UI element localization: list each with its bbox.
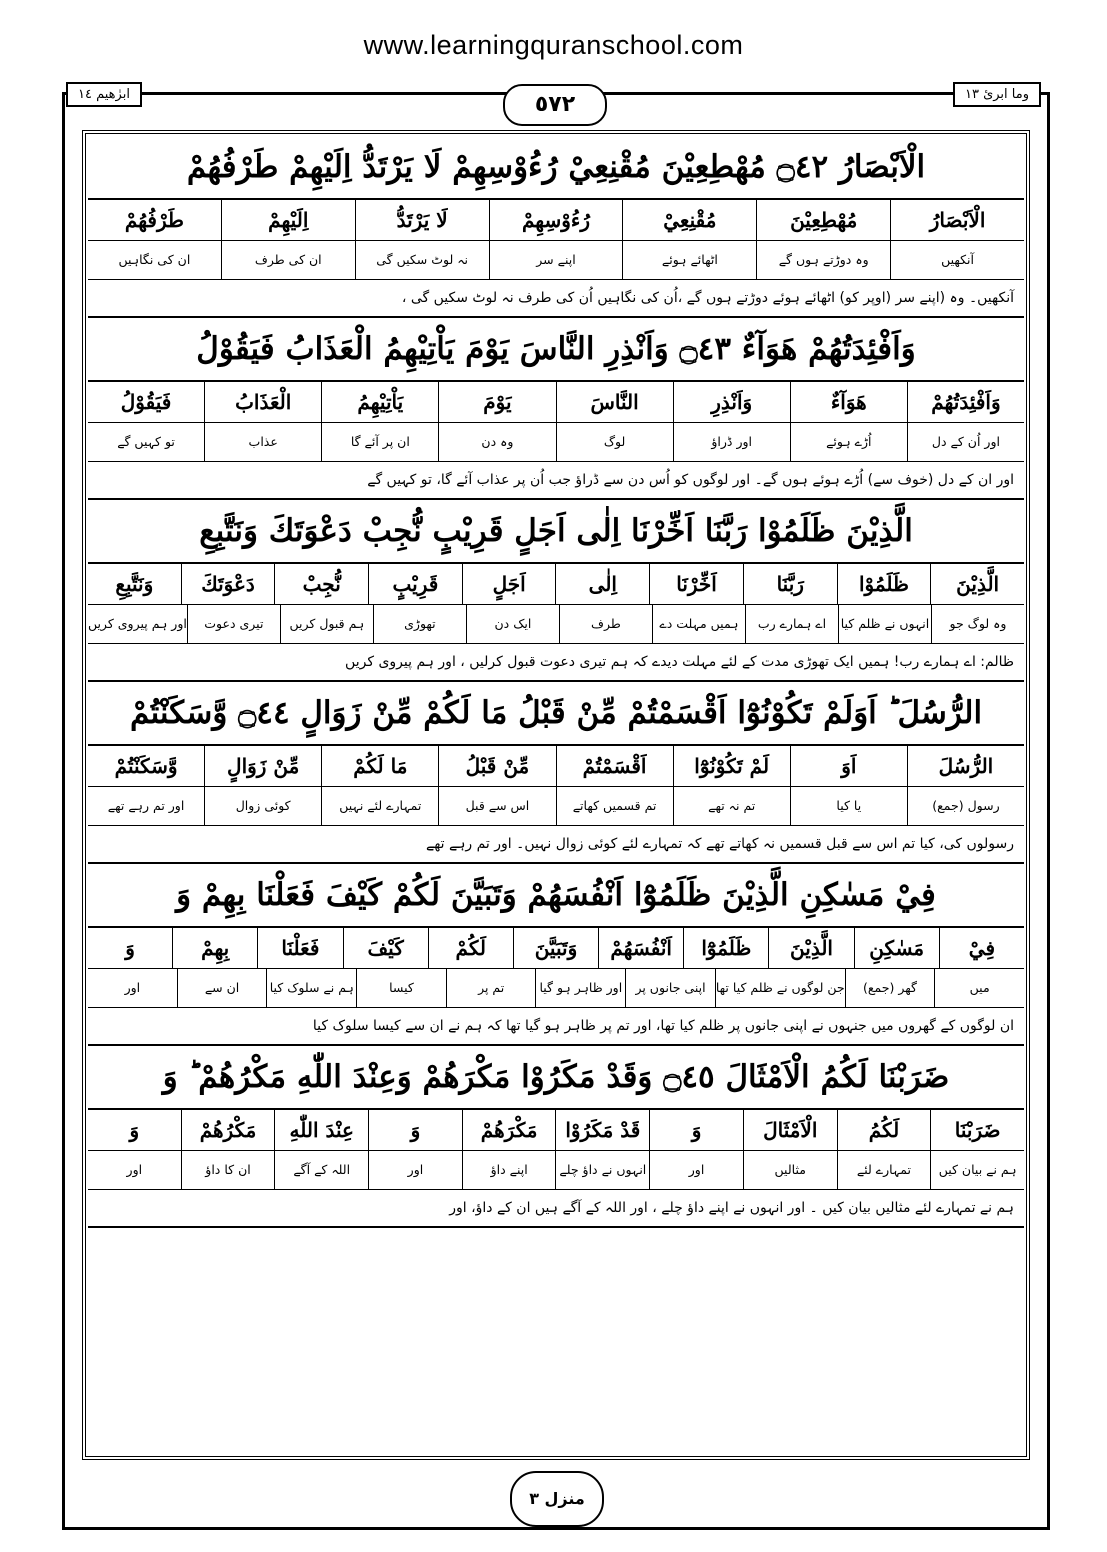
meaning-cell: تھوڑی [373, 605, 466, 643]
meaning-cell: آنکھیں [890, 241, 1024, 279]
meaning-cell: اور [126, 1162, 143, 1177]
meaning-cell: انہوں نے داؤ چلے [555, 1151, 649, 1189]
manzil-label: منزل ٣ [510, 1471, 604, 1527]
verse-line: ضَرَبْنَا لَكُمُ الْاَمْثَالَ ۝٤٥ وَقَدْ مَكَرُوْا مَكْرَهُمْ وَعِنْدَ اللّٰهِ مَكْرُهُمْ ؕ وَ [88, 1046, 1024, 1110]
word-cell: الْاَمْثَالَ [743, 1110, 837, 1150]
juz-label: وما ابرئ ١٣ [953, 82, 1041, 107]
word-cell: لَكُمُ [837, 1110, 931, 1150]
word-cell: بِهِمْ [172, 928, 257, 968]
meaning-cell: تمہارے لئے نہیں [321, 787, 438, 825]
meaning-row [88, 241, 1024, 280]
verse-line: الَّذِيْنَ ظَلَمُوْا رَبَّنَا اَخِّرْنَا اِلٰى اَجَلٍ قَرِيْبٍ نُّجِبْ دَعْوَتَكَ وَنَتَّبِعِ [88, 500, 1024, 564]
word-cell: طَرْفُهُمْ [124, 208, 184, 232]
word-cell: الرُّسُلَ [907, 746, 1024, 786]
meaning-cell: وہ لوگ جو [931, 605, 1024, 643]
word-cell: وَاَنْذِرِ [673, 382, 790, 422]
meaning-cell: وہ دوڑتے ہوں گے [756, 241, 890, 279]
meaning-cell: ان پر آئے گا [321, 423, 438, 461]
meaning-row [88, 787, 1024, 826]
meaning-cell: نہ لوٹ سکیں گی [355, 241, 489, 279]
word-cell: اَخِّرْنَا [649, 564, 743, 604]
meaning-cell: ان کی نگاہیں [118, 252, 191, 267]
word-cell: لَكُمْ [428, 928, 513, 968]
word-row [88, 746, 1024, 787]
meaning-cell: کوئی زوال [204, 787, 321, 825]
meaning-cell: میں [934, 969, 1024, 1007]
meaning-cell: تم پر [446, 969, 536, 1007]
word-cell: هَوَآءٌ [790, 382, 907, 422]
meaning-cell: اپنے سر [489, 241, 623, 279]
meaning-cell: تیری دعوت [187, 605, 280, 643]
word-cell: ظَلَمُوْٓا [683, 928, 768, 968]
verse-line: وَاَفْئِدَتُهُمْ هَوَآءٌ ۝٤٣ وَاَنْذِرِ النَّاسَ يَوْمَ يَاْتِيْهِمُ الْعَذَابُ فَيَقُوْلُ [88, 318, 1024, 382]
word-cell: اَجَلٍ [462, 564, 556, 604]
word-cell: ضَرَبْنَا [930, 1110, 1024, 1150]
meaning-cell: اور ہم پیروی کریں [87, 616, 187, 631]
meaning-cell: لوگ [556, 423, 673, 461]
word-cell: وَنَتَّبِعِ [115, 572, 154, 596]
word-cell: اَوَ [790, 746, 907, 786]
meaning-cell: ان کی طرف [221, 241, 355, 279]
meaning-cell: اور ظاہر ہو گیا [535, 969, 625, 1007]
meaning-cell: اُڑے ہوئے [790, 423, 907, 461]
word-cell: لَمْ تَكُوْنُوْٓا [673, 746, 790, 786]
meaning-cell: تمہارے لئے [837, 1151, 931, 1189]
surah-label: ابرٰهیم ١٤ [66, 82, 142, 107]
page-number: ٥٧٢ [503, 84, 607, 126]
word-cell: الْاَبْصَارُ [890, 200, 1024, 240]
word-cell: مِّنْ قَبْلُ [438, 746, 555, 786]
word-cell: الْعَذَابُ [204, 382, 321, 422]
meaning-cell: طرف [559, 605, 652, 643]
word-cell: قَدْ مَكَرُوْا [555, 1110, 649, 1150]
word-cell: اِلَيْهِمْ [221, 200, 355, 240]
meaning-cell: وہ دن [438, 423, 555, 461]
meaning-cell: ہم قبول کریں [280, 605, 373, 643]
translation-line: ہم نے تمہارے لئے مثالیں بیان کیں ۔ اور انہوں نے اپنے داؤ چلے ، اور اللہ کے آگے ہیں ان کے داؤ، اور [88, 1190, 1024, 1228]
meaning-cell: ہمیں مہلت دے [652, 605, 745, 643]
meaning-cell: اس سے قبل [438, 787, 555, 825]
word-cell: قَرِيْبٍ [368, 564, 462, 604]
word-cell: مَكْرَهُمْ [462, 1110, 556, 1150]
meaning-cell: اور [649, 1151, 743, 1189]
meaning-cell: اپنی جانوں پر [625, 969, 715, 1007]
meaning-cell: جن لوگوں نے ظلم کیا تھا [715, 969, 845, 1007]
word-row [88, 564, 1024, 605]
verse-line: الْاَبْصَارُ ۝٤٢ مُهْطِعِيْنَ مُقْنِعِيْ رُءُوْسِهِمْ لَا يَرْتَدُّ اِلَيْهِمْ طَرْفُهُمْ [88, 136, 1024, 200]
translation-line: ان لوگوں کے گھروں میں جنہوں نے اپنی جانوں پر ظلم کیا تھا، اور تم پر ظاہر ہو گیا تھا کہ ہم نے ان سے کیسا سلوک کیا [88, 1008, 1024, 1046]
meaning-cell: کیسا [356, 969, 446, 1007]
word-cell: النَّاسَ [556, 382, 673, 422]
meaning-cell: اٹھائے ہوئے [622, 241, 756, 279]
meaning-cell: تو کہیں گے [117, 434, 175, 449]
meaning-cell: اپنے داؤ [462, 1151, 556, 1189]
meaning-cell: تم نہ تھے [673, 787, 790, 825]
word-row [88, 200, 1024, 241]
meaning-cell: ان سے [177, 969, 267, 1007]
word-cell: وَتَبَيَّنَ [513, 928, 598, 968]
meaning-cell: یا کیا [790, 787, 907, 825]
word-cell: مُقْنِعِيْ [622, 200, 756, 240]
meaning-cell: اور ڈراؤ [673, 423, 790, 461]
word-cell: مِّنْ زَوَالٍ [204, 746, 321, 786]
word-cell: الَّذِيْنَ [930, 564, 1024, 604]
word-cell: فِيْ [939, 928, 1024, 968]
word-cell: وَ [368, 1110, 462, 1150]
meaning-cell: ہم نے سلوک کیا [266, 969, 356, 1007]
word-cell: مَا لَكُمْ [321, 746, 438, 786]
meaning-cell: انہوں نے ظلم کیا [838, 605, 931, 643]
meaning-cell: تم قسمیں کھاتے [556, 787, 673, 825]
word-cell: وَ [649, 1110, 743, 1150]
meaning-row [88, 969, 1024, 1008]
translation-line: آنکھیں۔ وہ (اپنے سر (اوپر کو) اٹھائے ہوئے دوڑتے ہوں گے ،اُن کی نگاہیں اُن کی طرف نہ لوٹ سکیں گی ، [88, 280, 1024, 318]
meaning-row [88, 423, 1024, 462]
meaning-cell: ہم نے بیان کیں [930, 1151, 1024, 1189]
site-url: www.learningquranschool.com [363, 30, 744, 60]
meaning-cell: رسول (جمع) [907, 787, 1024, 825]
word-cell: كَيْفَ [343, 928, 428, 968]
meaning-cell: مثالیں [743, 1151, 837, 1189]
word-cell: لَا يَرْتَدُّ [355, 200, 489, 240]
word-cell: وَ [125, 936, 135, 960]
verse-line: فِيْ مَسٰكِنِ الَّذِيْنَ ظَلَمُوْٓا اَنْفُسَهُمْ وَتَبَيَّنَ لَكُمْ كَيْفَ فَعَلْنَا بِهِمْ وَ [88, 864, 1024, 928]
meaning-cell: اور [124, 980, 141, 995]
word-cell: يَوْمَ [438, 382, 555, 422]
meaning-row [88, 605, 1024, 644]
word-cell: رُءُوْسِهِمْ [489, 200, 623, 240]
word-row [88, 928, 1024, 969]
word-cell: عِنْدَ اللّٰهِ [274, 1110, 368, 1150]
verse-line: الرُّسُلَ ؕ اَوَلَمْ تَكُوْنُوْٓا اَقْسَمْتُمْ مِّنْ قَبْلُ مَا لَكُمْ مِّنْ زَوَالٍ ۝٤٤ وَّسَكَنْتُمْ [88, 682, 1024, 746]
meaning-cell: اے ہمارے رب [745, 605, 838, 643]
word-cell: اَنْفُسَهُمْ [598, 928, 683, 968]
word-cell: رَبَّنَا [743, 564, 837, 604]
word-cell: مُهْطِعِيْنَ [756, 200, 890, 240]
meaning-cell: اللہ کے آگے [274, 1151, 368, 1189]
word-cell: ظَلَمُوْا [837, 564, 931, 604]
word-cell: مَكْرُهُمْ [181, 1110, 275, 1150]
translation-line: اور ان کے دل (خوف سے) اُڑے ہوئے ہوں گے۔ اور لوگوں کو اُس دن سے ڈراؤ جب اُن پر عذاب آئے گا، تو کہیں گے [88, 462, 1024, 500]
content-area [88, 136, 1024, 1228]
word-row [88, 1110, 1024, 1151]
word-cell: يَاْتِيْهِمُ [321, 382, 438, 422]
word-cell: وَّسَكَنْتُمْ [114, 754, 178, 778]
meaning-cell: اور اُن کے دل [907, 423, 1024, 461]
word-cell: دَعْوَتَكَ [181, 564, 275, 604]
meaning-cell: اور تم رہے تھے [107, 798, 185, 813]
word-cell: الَّذِيْنَ [768, 928, 853, 968]
word-cell: وَ [129, 1118, 140, 1142]
meaning-cell: عذاب [204, 423, 321, 461]
word-cell: وَاَفْئِدَتُهُمْ [907, 382, 1024, 422]
meaning-cell: گھر (جمع) [845, 969, 935, 1007]
word-cell: فَيَقُوْلُ [120, 390, 172, 414]
word-cell: اَقْسَمْتُمْ [556, 746, 673, 786]
word-cell: مَسٰكِنِ [854, 928, 939, 968]
meaning-cell: ان کا داؤ [181, 1151, 275, 1189]
translation-line: رسولوں کی، کیا تم اس سے قبل قسمیں نہ کھاتے تھے کہ تمہارے لئے کوئی زوال نہیں۔ اور تم رہے تھے [88, 826, 1024, 864]
word-cell: نُّجِبْ [274, 564, 368, 604]
word-cell: فَعَلْنَا [257, 928, 342, 968]
meaning-cell: اور [368, 1151, 462, 1189]
word-row [88, 382, 1024, 423]
meaning-row [88, 1151, 1024, 1190]
translation-line: ظالم: اے ہمارے رب! ہمیں ایک تھوڑی مدت کے لئے مہلت دیدے کہ ہم تیری دعوت قبول کرلیں ، اور ہم پیروی کریں [88, 644, 1024, 682]
meaning-cell: ایک دن [466, 605, 559, 643]
word-cell: اِلٰى [555, 564, 649, 604]
